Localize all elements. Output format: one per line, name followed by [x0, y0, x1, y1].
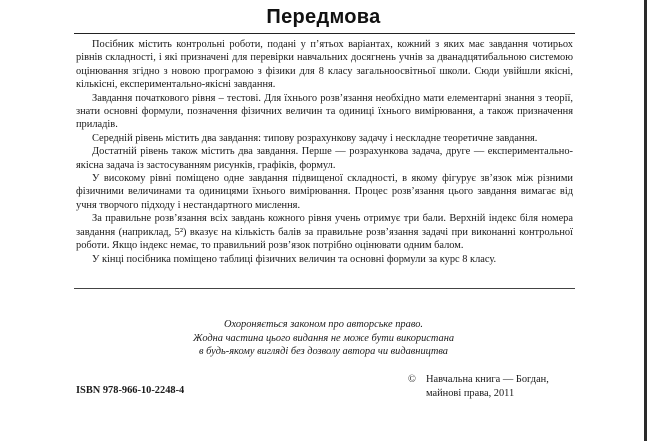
publisher-rights: майнові права, 2011: [426, 388, 515, 399]
preface-paragraph: У кінці посібника поміщено таблиці фізичних величин та основні формули за курс 8 класу.: [92, 253, 497, 265]
copyright-icon: ©: [408, 374, 416, 385]
preface-paragraph: У високому рівні поміщено одне завдання підвищеної складності, в якому фігурує зв’язок між різними фізичними величинами та одиницями їхнього вимірювання. Процес розв’язання цього завдання вимагає від учня творчого підходу і нестандартного мислення.: [76, 173, 573, 211]
copyright-notice: [0, 318, 647, 359]
page-title: Передмова: [266, 6, 381, 28]
preface-paragraph: Середній рівень містить два завдання: типову розрахункову задачу і нескладне теоретичне завдання.: [92, 132, 538, 144]
preface-body: [76, 38, 573, 266]
top-divider: [74, 33, 575, 34]
notice-line: Охороняється законом про авторське право.: [223, 319, 423, 330]
publisher-name: Навчальна книга — Богдан,: [426, 374, 549, 385]
isbn-number: ISBN 978-966-10-2248-4: [76, 385, 185, 396]
preface-paragraph: Достатній рівень також містить два завдання. Перше — розрахункова задача, друге — експериментально-якісна задача із застосуванням рисунків, графіків, формул.: [76, 146, 573, 171]
preface-paragraph: Посібник містить контрольні роботи, подані у п’ятьох варіантах, кожний з яких має завдання чотирьох рівнів складності, і які призначені для перевірки навчальних досягнень учнів за дванадцятибальною системою оцінювання згідно з новою програмою з фізики для 8 класу загальноосвітньої школи. Сюди увійшли якісні, кількісні, експериментально-якісні завдання.: [76, 39, 573, 91]
notice-line: в будь-якому вигляді без дозволу автора чи видавництва: [198, 346, 448, 358]
preface-paragraph: Завдання початкового рівня – тестові. Для їхнього розв’язання необхідно мати елементарні знання з теорії, знати основні формули, позначення фізичних величин та одиниці їхнього вимірювання, а також призначення приладів.: [76, 92, 573, 131]
notice-line: Жодна частина цього видання не може бути використана: [192, 332, 455, 344]
preface-paragraph: За правильне розв’язання всіх завдань кожного рівня учень отримує три бали. Верхній індекс біля номера завдання (наприклад, 5²) вказує на кількість балів за правильне розв’язання задачі при виконанні контрольної роботи. Якщо індекс немає, то правильний розв’язок потрібно оцінювати одним балом.: [76, 213, 573, 252]
publisher-copyright: [408, 373, 549, 401]
bottom-divider: [74, 288, 575, 289]
